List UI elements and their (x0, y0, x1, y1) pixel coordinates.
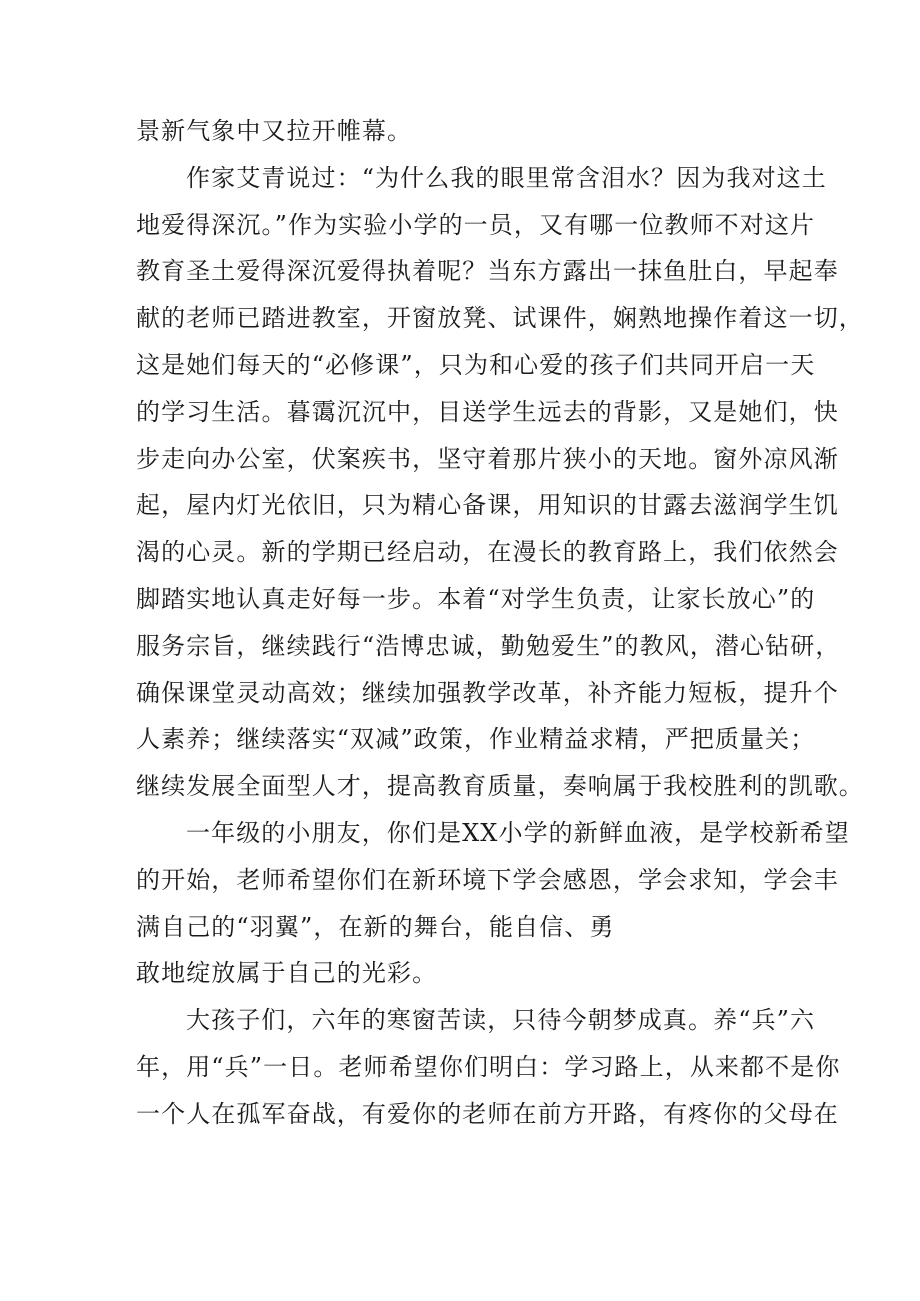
text-line: 敢地绽放属于自己的光彩。 (136, 959, 438, 988)
text-line: 确保课堂灵动高效；继续加强教学改革，补齐能力短板，提升个 (136, 678, 839, 707)
text-line: 一个人在孤军奋战，有爱你的老师在前方开路，有疼你的父母在 (136, 1099, 839, 1128)
text-line: 景新气象中又拉开帷幕。 (136, 117, 413, 145)
text-line: 继续发展全面型人才，提高教育质量，奏响属于我校胜利的凯歌。 (136, 772, 864, 801)
text-line: 地爱得深沉。”作为实验小学的一员，又有哪一位教师不对这片 (136, 210, 816, 239)
document-body (136, 108, 864, 1138)
text-line: 渴的心灵。新的学期已经启动，在漫长的教育路上，我们依然会 (136, 538, 839, 567)
text-line: 教育圣土爱得深沉爱得执着呢？当东方露出一抹鱼肚白，早起奉 (136, 257, 839, 286)
text-line: 服务宗旨，继续践行“浩博忠诚，勤勉爱生”的教风，潜心钻研， (136, 631, 841, 660)
text-line: 步走向办公室，伏案疾书，坚守着那片狭小的天地。窗外凉风渐 (136, 444, 839, 473)
text-line: 起，屋内灯光依旧，只为精心备课，用知识的甘露去滋润学生饥 (136, 491, 839, 520)
text-line: 献的老师已踏进教室，开窗放凳、试课件，娴熟地操作着这一切， (136, 304, 864, 333)
paragraph-start-line: 大孩子们，六年的寒窗苦读，只待今朝梦成真。养“兵”六 (186, 1006, 816, 1035)
text-line: 脚踏实地认真走好每一步。本着“对学生负责，让家长放心”的 (136, 584, 816, 613)
text-line: 的开始，老师希望你们在新环境下学会感恩，学会求知，学会丰 (136, 865, 839, 894)
paragraph-start-line: 作家艾青说过：“为什么我的眼里常含泪水？因为我对这土 (186, 163, 827, 192)
text-line: 的学习生活。暮霭沉沉中，目送学生远去的背影，又是她们，快 (136, 397, 839, 426)
text-line: 这是她们每天的“必修课”，只为和心爱的孩子们共同开启一天 (136, 350, 816, 379)
paragraph-start-line: 一年级的小朋友，你们是XX小学的新鲜血液，是学校新希望 (186, 818, 850, 847)
text-line: 年，用“兵”一日。老师希望你们明白：学习路上，从来都不是你 (136, 1052, 841, 1081)
text-line: 满自己的“羽翼”，在新的舞台，能自信、勇 (136, 912, 615, 941)
text-line: 人素养；继续落实“双减”政策，作业精益求精，严把质量关； (136, 725, 816, 754)
